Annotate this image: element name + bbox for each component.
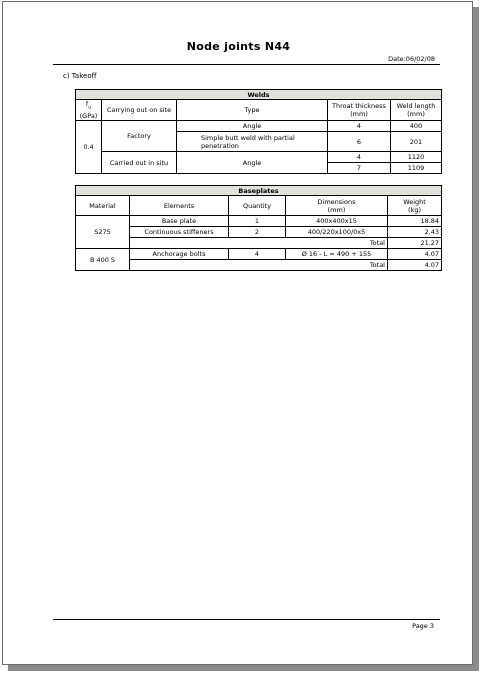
footer-rule	[53, 619, 440, 620]
throat-value: 6	[328, 132, 391, 152]
element-value: Anchorage bolts	[130, 249, 229, 260]
fu-symbol: f	[85, 100, 89, 108]
total-value: 4.07	[388, 260, 442, 271]
weight-header	[388, 196, 442, 216]
section-heading: c) Takeoff	[63, 72, 97, 80]
carrying-in-situ: Carried out in situ	[102, 152, 177, 174]
quantity-value: 4	[229, 249, 286, 260]
page-shadow-bottom	[8, 665, 479, 671]
weight-header-line2: (kg)	[408, 205, 421, 214]
page-shadow-right	[473, 7, 479, 671]
length-header	[391, 100, 442, 121]
page-number: Page 3	[412, 622, 434, 630]
baseplates-header-row	[76, 196, 442, 216]
element-value: Continuous stiffeners	[130, 227, 229, 238]
table-row	[76, 227, 442, 238]
throat-value: 4	[328, 121, 391, 132]
carrying-factory: Factory	[102, 121, 177, 152]
total-label: Total	[130, 238, 388, 249]
quantity-header: Quantity	[229, 196, 286, 216]
length-value: 1109	[391, 163, 442, 174]
dimensions-header-line1: Dimensions	[317, 197, 356, 206]
fu-subscript: u	[88, 105, 92, 111]
throat-header-line1: Throat thickness	[332, 102, 386, 111]
table-row	[76, 216, 442, 227]
table-row	[76, 152, 442, 163]
carrying-header: Carrying out on site	[102, 100, 177, 121]
dimensions-value: 400x400x15	[286, 216, 388, 227]
dimensions-header	[286, 196, 388, 216]
throat-value: 4	[328, 152, 391, 163]
throat-header-line2: (mm)	[350, 110, 368, 119]
welds-header-row	[76, 100, 442, 121]
type-header: Type	[177, 100, 328, 121]
total-value: 21.27	[388, 238, 442, 249]
total-row	[76, 238, 442, 249]
document-date: Date:06/02/08	[388, 55, 435, 63]
total-label: Total	[130, 260, 388, 271]
length-value: 400	[391, 121, 442, 132]
element-value: Base plate	[130, 216, 229, 227]
quantity-value: 1	[229, 216, 286, 227]
baseplates-caption: Baseplates	[76, 186, 442, 196]
length-value: 201	[391, 132, 442, 152]
length-value: 1120	[391, 152, 442, 163]
header-rule	[53, 64, 440, 65]
material-header: Material	[76, 196, 130, 216]
table-row	[76, 121, 442, 132]
fu-unit: (GPa)	[79, 112, 98, 121]
elements-header: Elements	[130, 196, 229, 216]
welds-table	[75, 89, 442, 174]
dimensions-value: Ø 16 - L = 490 + 155	[286, 249, 388, 260]
length-header-line2: (mm)	[407, 110, 425, 119]
length-header-line1: Weld length	[396, 102, 436, 111]
document-page	[2, 1, 473, 665]
throat-value: 7	[328, 163, 391, 174]
weld-type: Simple butt weld with partial penetration	[177, 132, 328, 152]
weight-value: 18.84	[388, 216, 442, 227]
throat-header	[328, 100, 391, 121]
material-value: B 400 S	[76, 249, 130, 271]
baseplates-table	[75, 185, 442, 271]
weight-header-line1: Weight	[403, 197, 426, 206]
page-title: Node joints N44	[186, 40, 291, 53]
weld-type: Angle	[177, 152, 328, 174]
weight-value: 4.07	[388, 249, 442, 260]
table-row	[76, 249, 442, 260]
welds-caption: Welds	[76, 90, 442, 100]
dimensions-header-line2: (mm)	[327, 205, 346, 214]
material-value: S275	[76, 216, 130, 249]
dimensions-value: 400/220x100/0x5	[286, 227, 388, 238]
weight-value: 2.43	[388, 227, 442, 238]
weld-type: Angle	[177, 121, 328, 132]
quantity-value: 2	[229, 227, 286, 238]
total-row	[76, 260, 442, 271]
fu-header	[76, 100, 102, 121]
fu-value: 0.4	[76, 121, 102, 174]
